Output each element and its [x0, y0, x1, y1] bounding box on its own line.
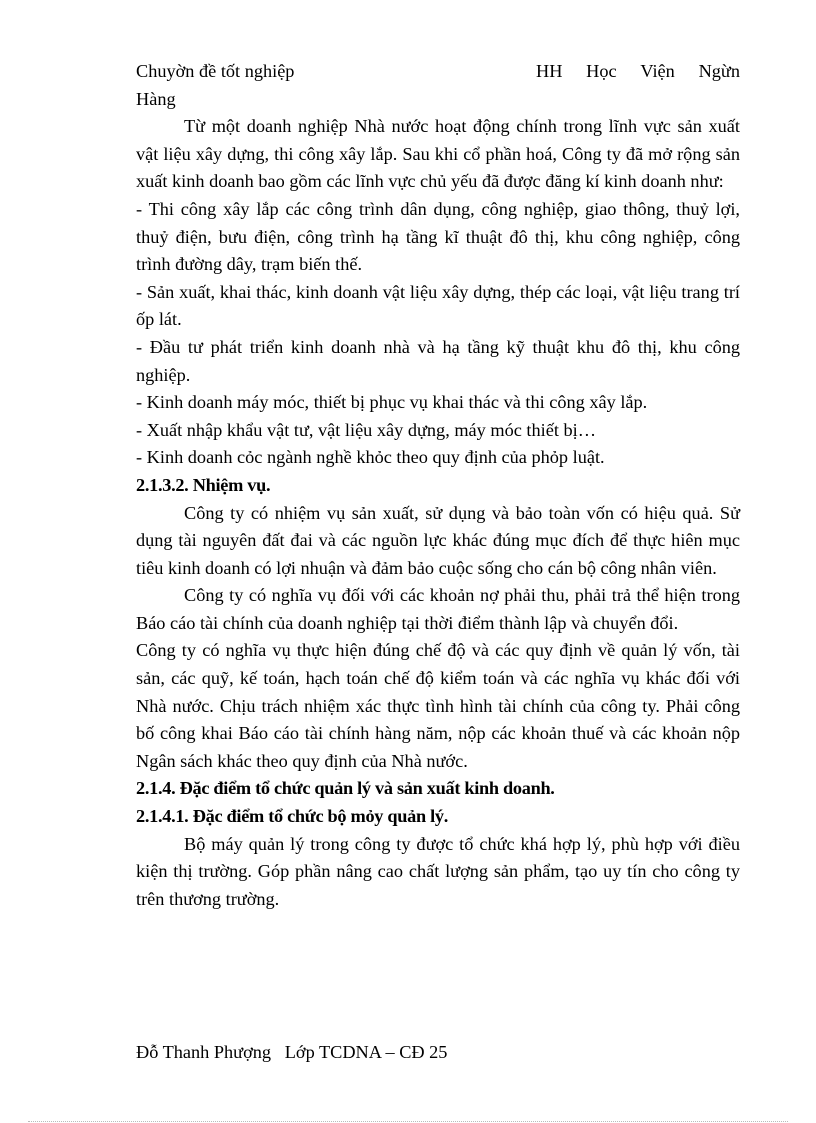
list-item: - Thi công xây lắp các công trình dân dụng, công nghiệp, giao thông, thuỷ lợi, thuỷ điện, bưu điện, công trình hạ tầng kĩ thuật đô thị, khu công nghiệp, công trình đường dây, trạm biến thế.	[136, 198, 740, 275]
document-page	[136, 58, 740, 913]
paragraph: Bộ máy quản lý trong công ty được tổ chức khá hợp lý, phù hợp với điều kiện thị trường. Góp phần nâng cao chất lượng sản phẩm, tạo uy tín cho công ty trên thương trường.	[136, 833, 740, 909]
subsection-heading-management: 2.1.4.1. Đặc điểm tổ chức bộ mỏy quản lý.	[136, 806, 448, 827]
list-item: - Sản xuất, khai thác, kinh doanh vật liệu xây dựng, thép các loại, vật liệu trang trí ốp lát.	[136, 281, 740, 330]
page-bottom-divider	[28, 1121, 788, 1122]
section-heading-organization: 2.1.4. Đặc điểm tổ chức quản lý và sản xuất kinh doanh.	[136, 778, 555, 799]
paragraph: Công ty có nhiệm vụ sản xuất, sử dụng và bảo toàn vốn có hiệu quả. Sử dụng tài nguyên đất đai và các nguồn lực khác đúng mục đích để thực hiên mục tiêu kinh doanh có lợi nhuận và đảm bảo cuộc sống cho cán bộ công nhân viên.	[136, 502, 740, 578]
header-left-title: Chuyờn đề tốt nghiệp	[136, 61, 295, 81]
footer-author: Đỗ Thanh Phượng	[136, 1042, 272, 1062]
page-footer	[136, 1039, 447, 1066]
header-word: Ngừn	[698, 61, 740, 81]
intro-paragraph: Từ một doanh nghiệp Nhà nước hoạt động chính trong lĩnh vực sản xuất vật liệu xây dựng, thi công xây lắp. Sau khi cổ phần hoá, Công ty đã mở rộng sản xuất kinh doanh bao gồm các lĩnh vực chủ yếu đã được đăng kí kinh doanh như:	[136, 116, 740, 192]
paragraph: Công ty có nghĩa vụ thực hiện đúng chế độ và các quy định về quản lý vốn, tài sản, các quỹ, kế toán, hạch toán chế độ kiểm toán và các nghĩa vụ khác đối với Nhà nước. Chịu trách nhiệm xác thực tình hình tài chính của công ty. Phải công bố công khai Báo cáo tài chính hàng năm, nộp các khoản thuế và các khoản nộp Ngân sách khác theo quy định của Nhà nước.	[136, 640, 740, 771]
header-right-title	[536, 58, 740, 86]
list-item: - Xuất nhập khẩu vật tư, vật liệu xây dựng, máy móc thiết bị…	[136, 419, 596, 440]
paragraph: Công ty có nghĩa vụ đối với các khoản nợ phải thu, phải trả thể hiện trong Báo cáo tài chính của doanh nghiệp tại thời điểm thành lập và chuyển đổi.	[136, 585, 740, 633]
list-item: - Kinh doanh máy móc, thiết bị phục vụ khai thác và thi công xây lắp.	[136, 392, 648, 413]
header-word: Viện	[640, 61, 675, 81]
header-continuation: Hàng	[136, 88, 176, 109]
footer-class: Lớp TCDNA – CĐ 25	[284, 1042, 448, 1062]
header-word: HH	[536, 61, 563, 81]
page-header	[136, 58, 740, 86]
section-heading-duties: 2.1.3.2. Nhiệm vụ.	[136, 474, 271, 495]
header-word: Học	[586, 61, 617, 81]
list-item: - Kinh doanh cỏc ngành nghề khỏc theo quy định của phỏp luật.	[136, 447, 605, 468]
list-item: - Đầu tư phát triển kinh doanh nhà và hạ tầng kỹ thuật khu đô thị, khu công nghiệp.	[136, 336, 740, 385]
